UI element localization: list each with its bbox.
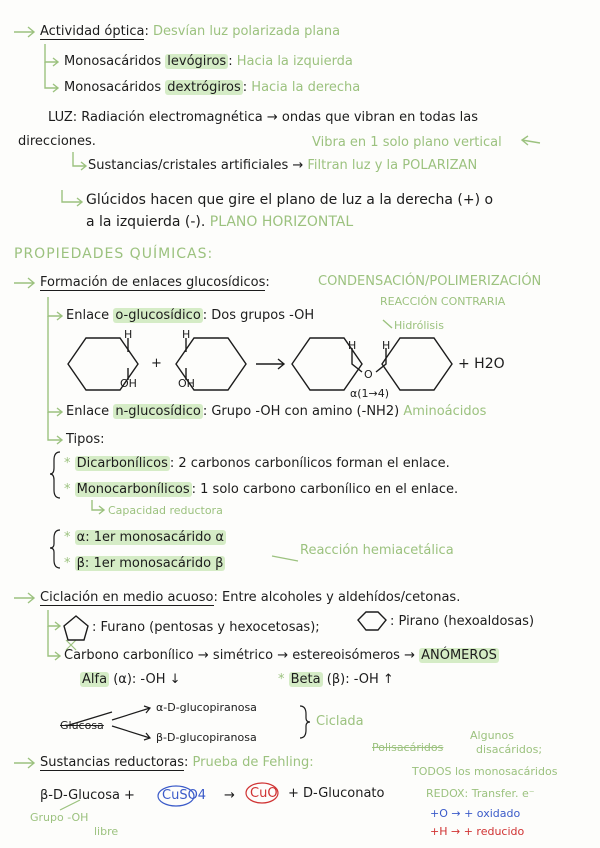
h-label-1: H bbox=[124, 328, 133, 341]
enlaces-title: Formación de enlaces glucosídicos: bbox=[40, 275, 270, 290]
redox-note: REDOX: Transfer. e⁻ bbox=[426, 787, 535, 800]
h-label-3: H bbox=[348, 339, 357, 352]
glucidos-line-1: Glúcidos hacen que gire el plano de luz a la derecha (+) o bbox=[86, 192, 494, 208]
cuo-label: CuO bbox=[250, 786, 278, 801]
enlace-o-line: Enlace o-glucosídico : Dos grupos -OH bbox=[66, 308, 315, 323]
h-label-2: H bbox=[182, 328, 191, 341]
levo-line: Monosacáridos levógiros : Hacia la izquierda bbox=[64, 54, 353, 69]
dicarbonilicos-line: * Dicarbonílicos : 2 carbonos carbonílicos forman el enlace. bbox=[64, 456, 450, 471]
reductoras-title: Sustancias reductoras: Prueba de Fehling: bbox=[40, 755, 314, 770]
carbono-line: Carbono carbonílico → simétrico → estereoisómeros → ANÓMEROS bbox=[64, 648, 497, 663]
reducido-note: +H → + reducido bbox=[430, 825, 525, 838]
beta-glucopiranosa: β-D-glucopiranosa bbox=[156, 731, 257, 744]
o-bridge-label: O bbox=[364, 368, 373, 381]
optica-desc: Desvían luz polarizada plana bbox=[152, 24, 341, 39]
sustancias-line: Sustancias/cristales artificiales → Filtran luz y la POLARIZAN bbox=[88, 158, 478, 173]
luz-line-1: LUZ: Radiación electromagnética → ondas que vibran en todas las bbox=[48, 110, 478, 125]
h2o-label: + H2O bbox=[458, 356, 505, 372]
alfa-row: * α: 1er monosacárido α bbox=[64, 530, 224, 545]
beta-row: * β: 1er monosacárido β bbox=[64, 556, 224, 571]
libre-note: libre bbox=[94, 825, 119, 838]
oxidado-note: +O → + oxidado bbox=[430, 807, 521, 820]
glucosa-label: Glucosa bbox=[60, 719, 104, 732]
algunos-note: Algunos bbox=[470, 729, 514, 742]
enlace-n-line: Enlace n-glucosídico : Grupo -OH con amino (-NH2) Aminoácidos bbox=[66, 404, 487, 419]
polisacaridos-note: Polisacáridos bbox=[372, 741, 444, 754]
reaction-arrow: → bbox=[224, 788, 235, 803]
quimicas-title: PROPIEDADES QUÍMICAS: bbox=[14, 246, 214, 262]
furano-label: : Furano (pentosas y hexocetosas); bbox=[92, 620, 320, 635]
alfa-oh-line: Alfa (α): -OH ↓ bbox=[82, 672, 181, 687]
beta-oh-line: * Beta (β): -OH ↑ bbox=[278, 672, 394, 687]
condensacion-note: CONDENSACIÓN/POLIMERIZACIÓN bbox=[318, 274, 542, 289]
reaccion-right: + D-Gluconato bbox=[288, 786, 385, 801]
alfa-glucopiranosa: α-D-glucopiranosa bbox=[156, 701, 257, 714]
dextro-line: Monosacáridos dextrógiros : Hacia la derecha bbox=[64, 80, 361, 95]
optica-title: Actividad óptica: Desvían luz polarizada plana bbox=[40, 24, 341, 39]
tipos-label: Tipos: bbox=[66, 432, 105, 447]
h-label-4: H bbox=[382, 339, 391, 352]
vibra-note: Vibra en 1 solo plano vertical bbox=[312, 135, 502, 150]
pirano-label: : Pirano (hexoaldosas) bbox=[390, 614, 535, 629]
hemiacetalica-note: Reacción hemiacetálica bbox=[300, 543, 454, 558]
luz-line-2: direcciones. bbox=[18, 134, 96, 149]
monocarbonilicos-line: * Monocarbonílicos : 1 solo carbono carbonílico en el enlace. bbox=[64, 482, 459, 497]
cuso4-label: CuSO4 bbox=[162, 788, 207, 803]
ciclada-note: Ciclada bbox=[316, 714, 364, 729]
contraria-note: REACCIÓN CONTRARIA bbox=[380, 295, 506, 308]
ciclacion-title: Ciclación en medio acuoso: Entre alcoholes y aldehídos/cetonas. bbox=[40, 590, 461, 605]
reaccion-left: β-D-Glucosa + bbox=[40, 788, 135, 803]
todos-note: TODOS los monosacáridos bbox=[412, 765, 558, 778]
plus-sign: + bbox=[151, 356, 162, 371]
oh-label-1: OH bbox=[120, 377, 137, 390]
glucidos-line-2: a la izquierda (-). PLANO HORIZONTAL bbox=[86, 214, 354, 230]
capacidad-note: Capacidad reductora bbox=[108, 504, 223, 517]
grupo-oh-note: Grupo -OH bbox=[30, 811, 89, 824]
hidrolisis-note: Hidrólisis bbox=[394, 319, 444, 332]
alpha14-label: α(1→4) bbox=[350, 387, 390, 400]
disacaridos-note: disacáridos; bbox=[476, 743, 543, 756]
oh-label-2: OH bbox=[178, 377, 195, 390]
